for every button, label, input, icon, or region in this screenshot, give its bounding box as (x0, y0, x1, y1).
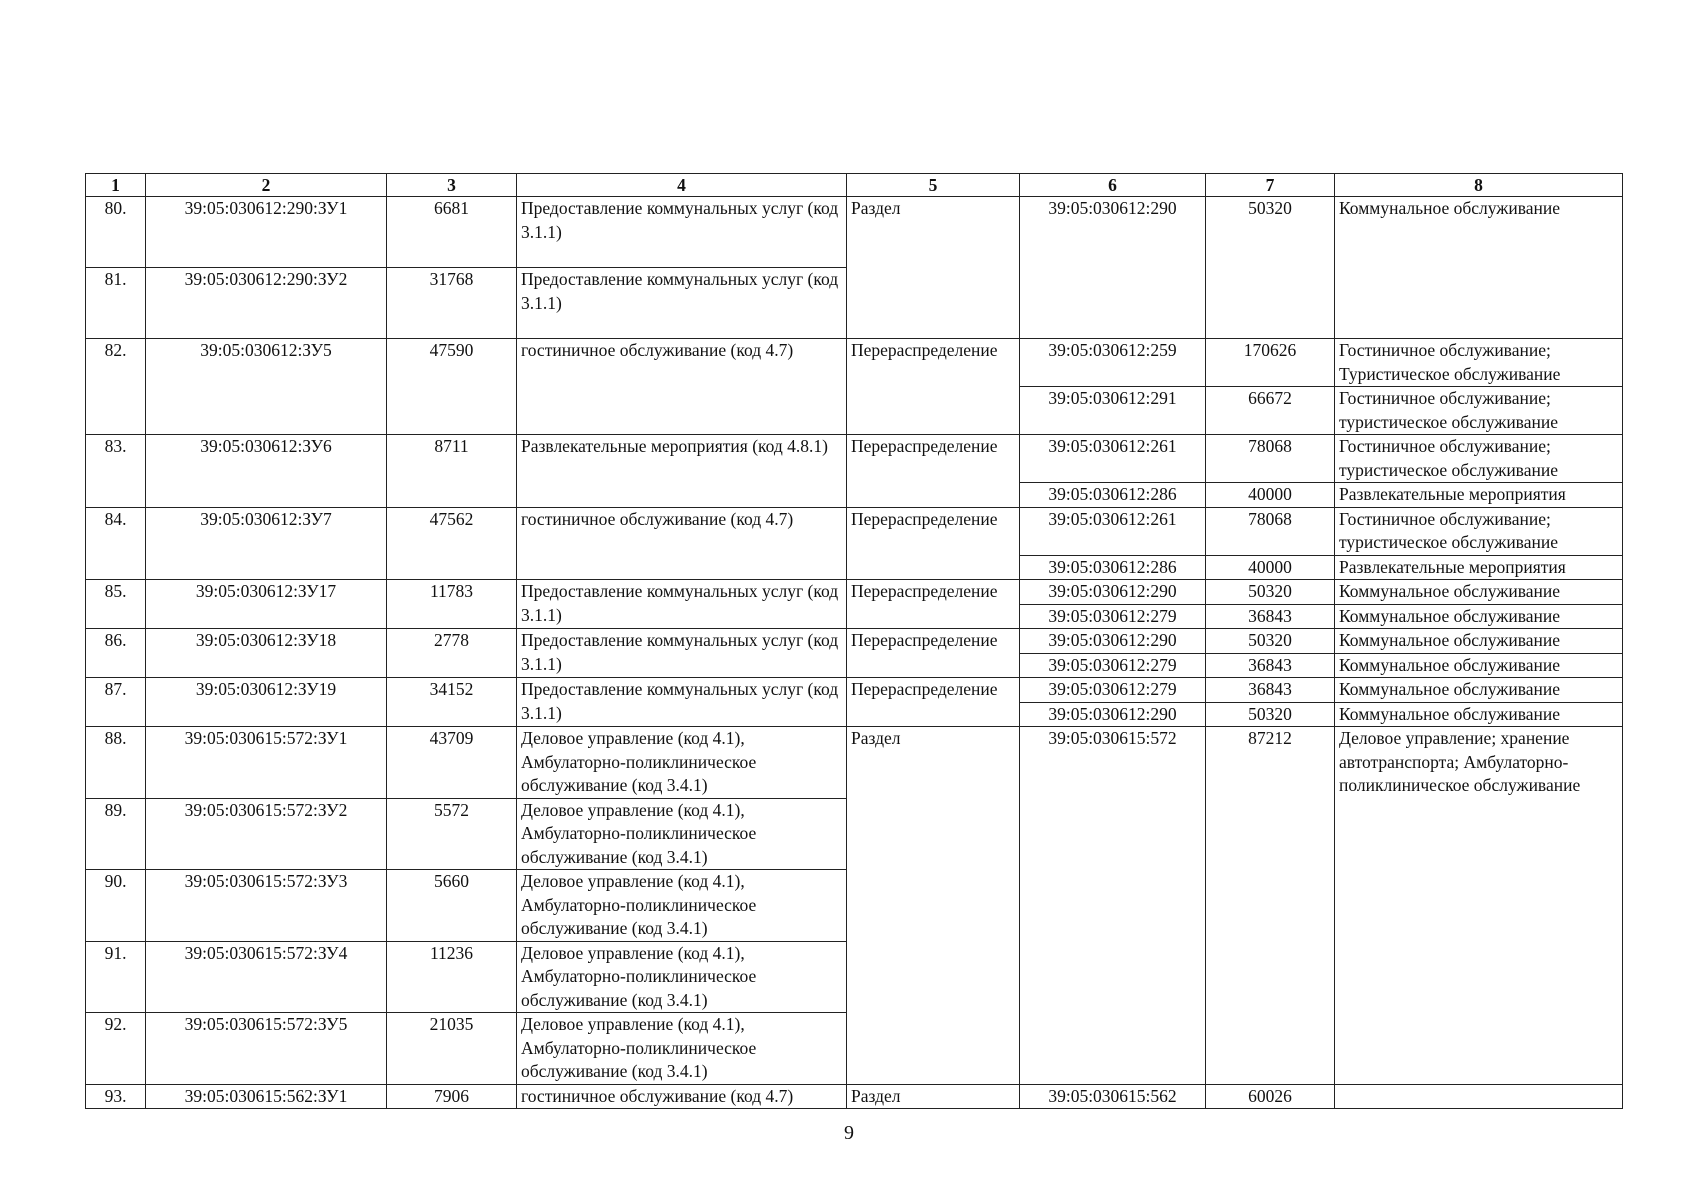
parcel-id: 39:05:030612:ЗУ6 (146, 435, 387, 508)
source-parcel-id: 39:05:030612:261 (1020, 435, 1206, 483)
source-parcel-use: Гостиничное обслуживание; туристическое обслуживание (1335, 435, 1623, 483)
source-parcel-id: 39:05:030612:290 (1020, 702, 1206, 727)
col-header-7: 7 (1206, 174, 1335, 197)
source-parcel-area: 66672 (1206, 387, 1335, 435)
source-parcel-use (1335, 1084, 1623, 1109)
parcel-id: 39:05:030615:562:ЗУ1 (146, 1084, 387, 1109)
parcel-area: 34152 (387, 678, 517, 727)
source-parcel-use: Коммунальное обслуживание (1335, 653, 1623, 678)
formation-method: Перераспределение (847, 678, 1020, 727)
source-parcel-id: 39:05:030615:562 (1020, 1084, 1206, 1109)
permitted-use: Деловое управление (код 4.1), Амбулаторно-поликлиническое обслуживание (код 3.4.1) (517, 870, 847, 942)
table-row (86, 197, 1623, 268)
parcel-id: 39:05:030612:290:ЗУ2 (146, 268, 387, 339)
parcel-area: 7906 (387, 1084, 517, 1109)
source-parcel-use: Коммунальное обслуживание (1335, 580, 1623, 605)
permitted-use: гостиничное обслуживание (код 4.7) (517, 339, 847, 435)
parcel-area: 5572 (387, 798, 517, 870)
source-parcel-id: 39:05:030612:279 (1020, 604, 1206, 629)
permitted-use: Предоставление коммунальных услуг (код 3.1.1) (517, 268, 847, 339)
source-parcel-area: 40000 (1206, 483, 1335, 508)
parcel-area: 47590 (387, 339, 517, 435)
source-parcel-use: Деловое управление; хранение автотранспорта; Амбулаторно-поликлиническое обслуживание (1335, 727, 1623, 1085)
parcel-id: 39:05:030612:ЗУ17 (146, 580, 387, 629)
header-row (86, 174, 1623, 197)
source-parcel-id: 39:05:030612:290 (1020, 197, 1206, 339)
source-parcel-use: Коммунальное обслуживание (1335, 702, 1623, 727)
table-row (86, 629, 1623, 654)
formation-method: Перераспределение (847, 580, 1020, 629)
source-parcel-area: 78068 (1206, 435, 1335, 483)
parcel-area: 8711 (387, 435, 517, 508)
parcel-area: 47562 (387, 507, 517, 580)
parcel-id: 39:05:030612:ЗУ5 (146, 339, 387, 435)
row-number: 89. (86, 798, 146, 870)
parcel-id: 39:05:030615:572:ЗУ4 (146, 941, 387, 1013)
formation-method: Перераспределение (847, 339, 1020, 435)
row-number: 85. (86, 580, 146, 629)
parcel-area: 31768 (387, 268, 517, 339)
row-number: 90. (86, 870, 146, 942)
table-row (86, 580, 1623, 605)
source-parcel-id: 39:05:030612:290 (1020, 629, 1206, 654)
parcel-id: 39:05:030615:572:ЗУ2 (146, 798, 387, 870)
source-parcel-id: 39:05:030612:291 (1020, 387, 1206, 435)
table-row (86, 339, 1623, 387)
parcels-table (85, 173, 1623, 1109)
row-number: 93. (86, 1084, 146, 1109)
permitted-use: гостиничное обслуживание (код 4.7) (517, 507, 847, 580)
parcel-area: 2778 (387, 629, 517, 678)
parcel-area: 43709 (387, 727, 517, 799)
row-number: 88. (86, 727, 146, 799)
row-number: 84. (86, 507, 146, 580)
formation-method: Перераспределение (847, 507, 1020, 580)
source-parcel-area: 36843 (1206, 678, 1335, 703)
row-number: 86. (86, 629, 146, 678)
col-header-3: 3 (387, 174, 517, 197)
parcel-area: 11236 (387, 941, 517, 1013)
page-number: 9 (844, 1122, 854, 1144)
permitted-use: Деловое управление (код 4.1), Амбулаторно-поликлиническое обслуживание (код 3.4.1) (517, 1013, 847, 1085)
parcel-id: 39:05:030615:572:ЗУ1 (146, 727, 387, 799)
parcel-id: 39:05:030612:290:ЗУ1 (146, 197, 387, 268)
formation-method: Раздел (847, 197, 1020, 339)
formation-method: Раздел (847, 1084, 1020, 1109)
source-parcel-area: 50320 (1206, 580, 1335, 605)
formation-method: Перераспределение (847, 435, 1020, 508)
row-number: 87. (86, 678, 146, 727)
source-parcel-id: 39:05:030612:279 (1020, 678, 1206, 703)
col-header-1: 1 (86, 174, 146, 197)
parcel-area: 21035 (387, 1013, 517, 1085)
source-parcel-area: 87212 (1206, 727, 1335, 1085)
source-parcel-use: Развлекательные мероприятия (1335, 483, 1623, 508)
source-parcel-use: Развлекательные мероприятия (1335, 555, 1623, 580)
source-parcel-use: Коммунальное обслуживание (1335, 678, 1623, 703)
col-header-4: 4 (517, 174, 847, 197)
permitted-use: гостиничное обслуживание (код 4.7) (517, 1084, 847, 1109)
parcel-id: 39:05:030612:ЗУ19 (146, 678, 387, 727)
table-row (86, 435, 1623, 483)
source-parcel-use: Гостиничное обслуживание; Туристическое обслуживание (1335, 339, 1623, 387)
row-number: 92. (86, 1013, 146, 1085)
source-parcel-use: Коммунальное обслуживание (1335, 197, 1623, 339)
source-parcel-area: 60026 (1206, 1084, 1335, 1109)
parcel-area: 5660 (387, 870, 517, 942)
source-parcel-id: 39:05:030615:572 (1020, 727, 1206, 1085)
parcel-area: 11783 (387, 580, 517, 629)
col-header-2: 2 (146, 174, 387, 197)
source-parcel-id: 39:05:030612:279 (1020, 653, 1206, 678)
table-row (86, 727, 1623, 799)
source-parcel-area: 78068 (1206, 507, 1335, 555)
source-parcel-use: Гостиничное обслуживание; туристическое обслуживание (1335, 387, 1623, 435)
permitted-use: Предоставление коммунальных услуг (код 3.1.1) (517, 629, 847, 678)
row-number: 83. (86, 435, 146, 508)
col-header-8: 8 (1335, 174, 1623, 197)
permitted-use: Предоставление коммунальных услуг (код 3.1.1) (517, 580, 847, 629)
source-parcel-id: 39:05:030612:290 (1020, 580, 1206, 605)
parcel-id: 39:05:030615:572:ЗУ3 (146, 870, 387, 942)
source-parcel-use: Коммунальное обслуживание (1335, 604, 1623, 629)
col-header-6: 6 (1020, 174, 1206, 197)
permitted-use: Деловое управление (код 4.1), Амбулаторно-поликлиническое обслуживание (код 3.4.1) (517, 941, 847, 1013)
col-header-5: 5 (847, 174, 1020, 197)
source-parcel-area: 36843 (1206, 653, 1335, 678)
permitted-use: Деловое управление (код 4.1), Амбулаторно-поликлиническое обслуживание (код 3.4.1) (517, 798, 847, 870)
source-parcel-id: 39:05:030612:286 (1020, 555, 1206, 580)
row-number: 82. (86, 339, 146, 435)
source-parcel-area: 50320 (1206, 197, 1335, 339)
source-parcel-area: 40000 (1206, 555, 1335, 580)
source-parcel-id: 39:05:030612:286 (1020, 483, 1206, 508)
source-parcel-area: 50320 (1206, 702, 1335, 727)
row-number: 81. (86, 268, 146, 339)
source-parcel-area: 170626 (1206, 339, 1335, 387)
source-parcel-use: Коммунальное обслуживание (1335, 629, 1623, 654)
permitted-use: Предоставление коммунальных услуг (код 3.1.1) (517, 678, 847, 727)
parcel-id: 39:05:030612:ЗУ7 (146, 507, 387, 580)
source-parcel-id: 39:05:030612:261 (1020, 507, 1206, 555)
parcel-id: 39:05:030612:ЗУ18 (146, 629, 387, 678)
source-parcel-id: 39:05:030612:259 (1020, 339, 1206, 387)
table-row (86, 507, 1623, 555)
source-parcel-area: 36843 (1206, 604, 1335, 629)
formation-method: Раздел (847, 727, 1020, 1085)
table-row (86, 1084, 1623, 1109)
permitted-use: Деловое управление (код 4.1), Амбулаторно-поликлиническое обслуживание (код 3.4.1) (517, 727, 847, 799)
parcel-area: 6681 (387, 197, 517, 268)
row-number: 91. (86, 941, 146, 1013)
permitted-use: Развлекательные мероприятия (код 4.8.1) (517, 435, 847, 508)
formation-method: Перераспределение (847, 629, 1020, 678)
source-parcel-use: Гостиничное обслуживание; туристическое обслуживание (1335, 507, 1623, 555)
row-number: 80. (86, 197, 146, 268)
parcel-id: 39:05:030615:572:ЗУ5 (146, 1013, 387, 1085)
source-parcel-area: 50320 (1206, 629, 1335, 654)
permitted-use: Предоставление коммунальных услуг (код 3.1.1) (517, 197, 847, 268)
table-row (86, 678, 1623, 703)
